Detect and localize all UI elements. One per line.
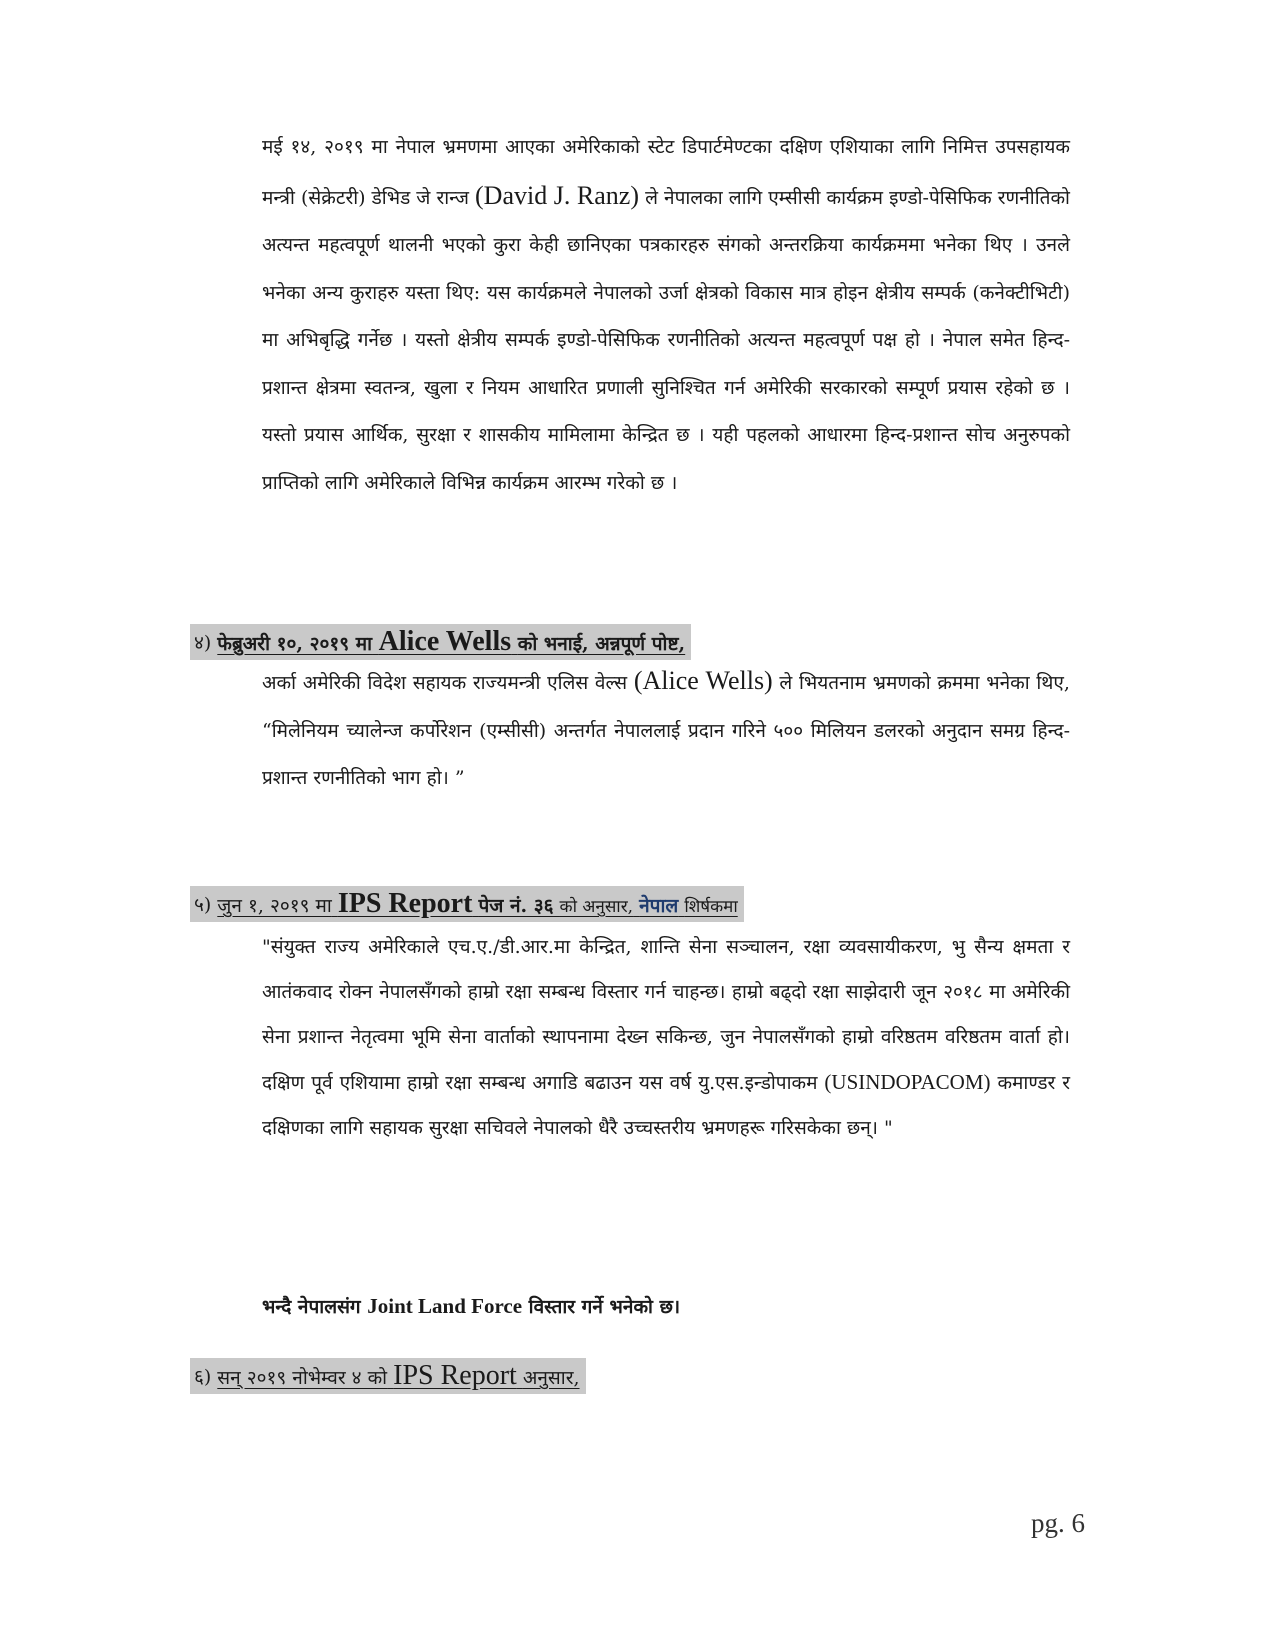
paragraph-ips-quote — [262, 925, 1070, 1151]
section-5-heading — [190, 886, 744, 922]
paragraph-ranz-statement — [262, 124, 1070, 507]
page-reference: पेज नं. ३६ — [478, 895, 554, 917]
title-latin: IPS Report — [393, 1360, 517, 1391]
page-number: pg. 6 — [1031, 1508, 1085, 1538]
title-latin: Alice Wells — [378, 626, 512, 657]
statement-latin: Joint Land Force — [367, 1294, 523, 1318]
section-6-heading — [190, 1358, 586, 1394]
statement-text: भन्दै नेपालसंग — [262, 1296, 361, 1318]
title-text: जुन १, २०१९ मा — [217, 895, 332, 917]
paragraph-text: मई १४, २०१९ मा नेपाल भ्रमणमा आएका अमेरिकाको स्टेट डिपार्टमेण्टका दक्षिण एशियाका लागि निमित्त उपसहायक मन्त्री (सेक्रेटरी) डेभिड जे रान्ज — [262, 136, 1070, 209]
paragraph-wells-statement — [262, 657, 1070, 803]
section-4-heading — [190, 624, 691, 660]
section-title — [217, 626, 685, 658]
latin-name: (Alice Wells) — [633, 666, 773, 695]
section-number: ५) — [194, 894, 212, 916]
title-text: को भनाई, अन्नपूर्ण पोष्ट, — [517, 633, 686, 655]
paragraph-text: अर्का अमेरिकी विदेश सहायक राज्यमन्त्री एलिस वेल्स — [262, 672, 628, 694]
title-latin: IPS Report — [337, 888, 473, 919]
title-text: शिर्षकमा — [684, 897, 738, 917]
paragraph-text: कमाण्डर र दक्षिणका लागि सहायक सुरक्षा सचिवले नेपालको धैरै उच्चस्तरीय भ्रमणहरू गरिसकेका छन्। " — [262, 1072, 1070, 1139]
title-highlight: नेपाल — [639, 895, 679, 917]
section-title — [217, 1360, 579, 1392]
title-text: को अनुसार, — [559, 897, 634, 917]
section-number: ६) — [194, 1366, 212, 1388]
paragraph-text: ले भियतनाम भ्रमणको क्रममा भनेका थिए, “मिलेनियम च्यालेन्ज कर्पोरेशन (एम्सीसी) अन्तर्गत नेपाललाई प्रदान गरिने ५०० मिलियन डलरको अनुदान समग्र हिन्द-प्रशान्त रणनीतिको भाग हो। ” — [262, 672, 1070, 789]
paragraph-text: "संयुक्त राज्य अमेरिकाले एच.ए./डी.आर.मा केन्द्रित, शान्ति सेना सञ्चालन, रक्षा व्यवसायीकरण, भु सैन्य क्षमता र आतंकवाद रोक्न नेपालसँगको हाम्रो रक्षा सम्बन्ध विस्तार गर्न चाहन्छ। हाम्रो बढ्दो रक्षा साझेदारी जून २०१८ मा अमेरिकी सेना प्रशान्त नेतृत्वमा भूमि सेना वार्ताको स्थापनामा देख्न सकिन्छ, जुन नेपालसँगको हाम्रो वरिष्ठतम वरिष्ठतम वार्ता हो। दक्षिण पूर्व एशियामा हाम्रो रक्षा सम्बन्ध अगाडि बढाउन यस वर्ष यु.एस.इन्डोपाकम — [262, 936, 1070, 1094]
joint-land-force-statement — [262, 1293, 680, 1319]
paragraph-text: ले नेपालका लागि एम्सीसी कार्यक्रम इण्डो-पेसिफिक रणनीतिको अत्यन्त महत्वपूर्ण थालनी भएको कुरा केही छानिएका पत्रकारहरु संगको अन्तरक्रिया कार्यक्रममा भनेका थिए । उनले भनेका अन्य कुराहरु यस्ता थिए: यस कार्यक्रमले नेपालको उर्जा क्षेत्रको विकास मात्र होइन क्षेत्रीय सम्पर्क (कनेक्टीभिटी) मा अभिबृद्धि गर्नेछ । यस्तो क्षेत्रीय सम्पर्क इण्डो-पेसिफिक रणनीतिको अत्यन्त महत्वपूर्ण पक्ष हो । नेपाल समेत हिन्द-प्रशान्त क्षेत्रमा स्वतन्त्र, खुला र नियम आधारित प्रणाली सुनिश्चित गर्न अमेरिकी सरकारको सम्पूर्ण प्रयास रहेको छ । यस्तो प्रयास आर्थिक, सुरक्षा र शासकीय मामिलामा केन्द्रित छ । यही पहलको आधारमा हिन्द-प्रशान्त सोच अनुरुपको प्राप्तिको लागि अमेरिकाले विभिन्न कार्यक्रम आरम्भ गरेको छ । — [262, 186, 1070, 494]
statement-text: विस्तार गर्ने भनेको छ। — [528, 1296, 681, 1318]
title-text: सन् २०१९ नोभेम्वर ४ को — [217, 1367, 388, 1389]
latin-name: (USINDOPACOM) — [824, 1070, 991, 1094]
section-title — [217, 888, 737, 920]
title-text: अनुसार, — [522, 1367, 580, 1389]
title-text: फेब्रुअरी १०, २०१९ मा — [217, 633, 373, 655]
latin-name: (David J. Ranz) — [475, 180, 639, 210]
section-number: ४) — [194, 632, 212, 654]
